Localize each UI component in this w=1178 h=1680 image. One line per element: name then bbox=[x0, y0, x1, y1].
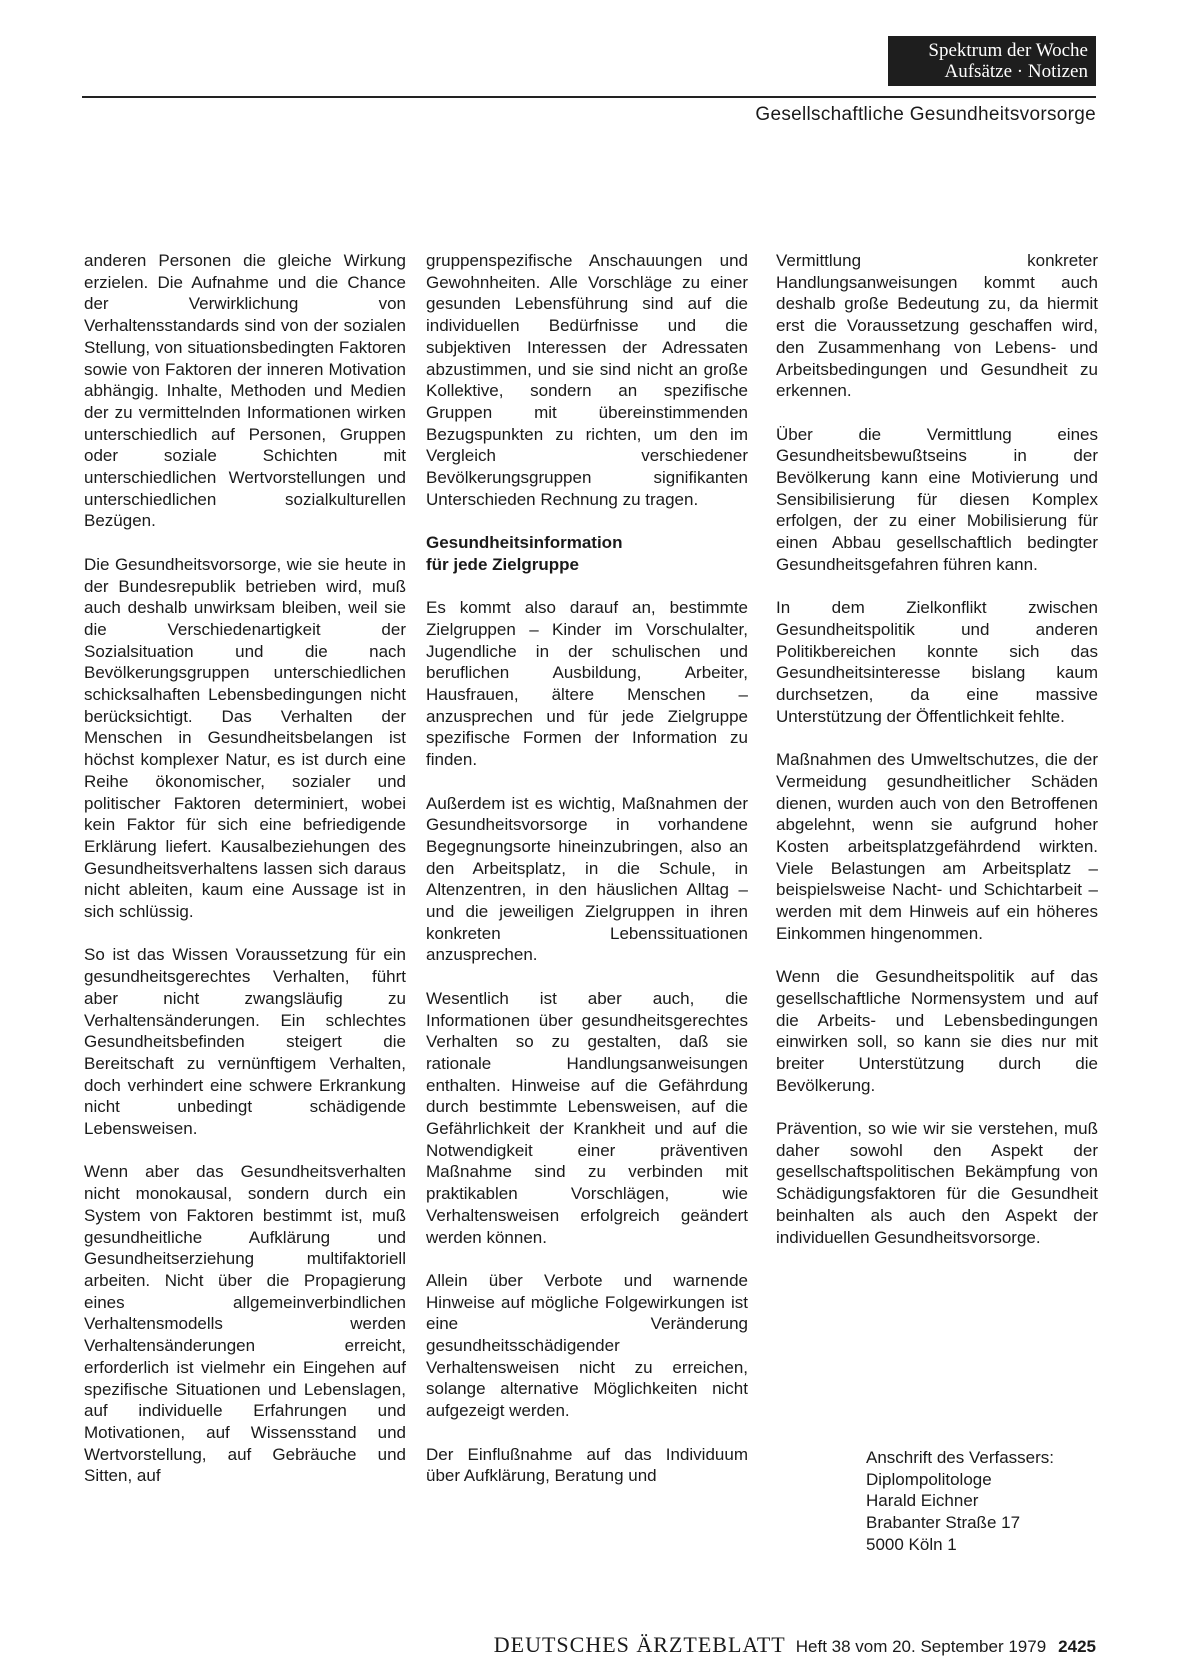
address-title: Diplompolitologe bbox=[866, 1469, 992, 1489]
section-title: Gesellschaftliche Gesundheitsvorsorge bbox=[755, 104, 1096, 125]
address-heading: Anschrift des Verfassers: bbox=[866, 1448, 1055, 1467]
paragraph: Es kommt also darauf an, bestimmte Zielgruppen – Kinder im Vorschulalter, Jugendliche in der schulischen und beruflichen Ausbildung, Arbeiter, Hausfrauen, ältere Menschen – anzusprechen und für jede Zielgruppe spezifische Formen der Information zu finden. bbox=[426, 598, 748, 770]
badge-line-1: Spektrum der Woche bbox=[928, 40, 1088, 61]
address-street: Brabanter Straße 17 bbox=[866, 1513, 1021, 1533]
text-column-1 bbox=[84, 250, 406, 1509]
paragraph: Außerdem ist es wichtig, Maßnahmen der Gesundheitsvorsorge in vorhandene Begegnungsorte hineinzubringen, also an den Arbeitsplatz, in die Schule, in Altenzentren, in den häuslichen Alltag – und die jeweiligen Zielgruppen in ihren konkreten Lebenssituationen anzusprechen. bbox=[426, 793, 748, 965]
paragraph: In dem Zielkonflikt zwischen Gesundheitspolitik und anderen Politikbereichen konnte sich das Gesundheitsinteresse bislang kaum durchsetzen, da eine massive Unterstützung der Öffentlichkeit fehlte. bbox=[776, 598, 1098, 726]
paragraph: Wenn die Gesundheitspolitik auf das gesellschaftliche Normensystem und auf die Arbeits- und Lebensbedingungen einwirken soll, so kann sie dies nur mit breiter Unterstützung durch die Bevölkerung. bbox=[776, 967, 1098, 1095]
paragraph: gruppenspezifische Anschauungen und Gewohnheiten. Alle Vorschläge zu einer gesunden Lebensführung sind auf die individuellen Bedürfnisse und die subjektiven Interessen der Adressaten abzustimmen, und sie sind nicht an große Kollektive, sondern an spezifische Gruppen mit übereinstimmenden Bezugspunkten zu richten, um den im Vergleich verschiedener Bevölkerungsgruppen signifikanten Unterschieden Rechnung zu tragen. bbox=[426, 251, 748, 509]
page-number: 2425 bbox=[1058, 1637, 1096, 1656]
subheading bbox=[426, 532, 748, 575]
author-address bbox=[866, 1447, 1054, 1556]
paragraph: Prävention, so wie wir sie verstehen, muß daher sowohl den Aspekt der gesellschaftspolitischen Bekämpfung von Schädigungsfaktoren für die Gesundheit beinhalten als auch den Aspekt der individuellen Gesundheitsvorsorge. bbox=[776, 1119, 1098, 1247]
subheading-line-1: Gesundheitsinformation bbox=[426, 533, 623, 553]
address-name: Harald Eichner bbox=[866, 1491, 979, 1511]
paragraph: Vermittlung konkreter Handlungsanweisungen kommt auch deshalb große Bedeutung zu, da hiermit erst die Voraussetzung geschaffen wird, den Zusammenhang von Lebens- und Arbeitsbedingungen und Gesundheit zu erkennen. bbox=[776, 251, 1098, 401]
page-footer bbox=[360, 1632, 1096, 1658]
address-city: 5000 Köln 1 bbox=[866, 1534, 957, 1554]
subheading-line-2: für jede Zielgruppe bbox=[426, 554, 580, 574]
text-column-2 bbox=[426, 250, 748, 1509]
paragraph: Maßnahmen des Umweltschutzes, die der Vermeidung gesundheitlicher Schäden dienen, wurden auch von den Betroffenen abgelehnt, wenn sie aufgrund hoher Kosten arbeitsplatzgefährdend wirkten. Viele Belastungen am Arbeitsplatz – beispielsweise Nacht- und Schichtarbeit – werden mit dem Hinweis auf ein höheres Einkommen hingenommen. bbox=[776, 750, 1098, 943]
badge-line-2: Aufsätze · Notizen bbox=[944, 61, 1088, 82]
issue-info: Heft 38 vom 20. September 1979 bbox=[795, 1637, 1047, 1656]
paragraph: anderen Personen die gleiche Wirkung erzielen. Die Aufnahme und die Chance der Verwirklichung von Verhaltensstandards sind von der sozialen Stellung, von situationsbedingten Faktoren sowie von Faktoren der inneren Motivation abhängig. Inhalte, Methoden und Medien der zu vermittelnden Informationen wirken unterschiedlich auf Personen, Gruppen oder soziale Schichten mit unterschiedlichen Wertvorstellungen und unterschiedlichen sozialkulturellen Bezügen. bbox=[84, 251, 406, 531]
header-rule bbox=[82, 96, 1096, 98]
paragraph: Wenn aber das Gesundheitsverhalten nicht monokausal, sondern durch ein System von Faktoren bestimmt ist, muß gesundheitliche Aufklärung und Gesundheitserziehung multifaktoriell arbeiten. Nicht über die Propagierung eines allgemeinverbindlichen Verhaltensmodells werden Verhaltensänderungen erreicht, erforderlich ist vielmehr ein Eingehen auf spezifische Situationen und Lebenslagen, auf individuelle Erfahrungen und Motivationen, auf Wissensstand und Wertvorstellung, auf Gebräuche und Sitten, auf bbox=[84, 1162, 406, 1486]
journal-name: DEUTSCHES ÄRZTEBLATT bbox=[493, 1632, 786, 1657]
paragraph: Die Gesundheitsvorsorge, wie sie heute in der Bundesrepublik betrieben wird, muß auch deshalb unwirksam bleiben, weil sie die Verschiedenartigkeit der Sozialsituation und die nach Bevölkerungsgruppen unterschiedlichen schicksalhaften Lebensbedingungen nicht berücksichtigt. Das Verhalten der Menschen in Gesundheitsbelangen ist höchst komplexer Natur, es ist durch eine Reihe ökonomischer, sozialer und politischer Faktoren determiniert, wobei kein Faktor für sich eine befriedigende Erklärung liefert. Kausalbeziehungen des Gesundheitsverhaltens lassen sich daraus nicht ableiten, kaum eine Aussage ist in sich schlüssig. bbox=[84, 554, 406, 922]
paragraph: Der Einflußnahme auf das Individuum über Aufklärung, Beratung und bbox=[426, 1444, 748, 1486]
paragraph: So ist das Wissen Voraussetzung für ein gesundheitsgerechtes Verhalten, führt aber nicht zwangsläufig zu Verhaltensänderungen. Ein schlechtes Gesundheitsbefinden steigert die Bereitschaft zu vernünftigem Verhalten, doch verhindert eine schwere Erkrankung nicht unbedingt schädigende Lebensweisen. bbox=[84, 945, 406, 1139]
section-badge bbox=[888, 36, 1096, 86]
text-column-3 bbox=[776, 250, 1098, 1270]
paragraph: Wesentlich ist aber auch, die Informationen über gesundheitsgerechtes Verhalten so zu gestalten, daß sie rationale Handlungsanweisungen enthalten. Hinweise auf die Gefährdung durch bestimmte Lebensweisen, auf die Gefährlichkeit der Krankheit und auf die Notwendigkeit einer präventiven Maßnahme sind zu verbinden mit praktikablen Vorschlägen, wie Verhaltensweisen erfolgreich geändert werden können. bbox=[426, 988, 748, 1247]
paragraph: Über die Vermittlung eines Gesundheitsbewußtseins in der Bevölkerung kann eine Motivierung und Sensibilisierung für diesen Komplex erfolgen, der zu einer Mobilisierung für einen Abbau gesellschaftlich bedingter Gesundheitsgefahren führen kann. bbox=[776, 424, 1098, 574]
paragraph: Allein über Verbote und warnende Hinweise auf mögliche Folgewirkungen ist eine Veränderung gesundheitsschädigender Verhaltensweisen nicht zu erreichen, solange alternative Möglichkeiten nicht aufgezeigt werden. bbox=[426, 1270, 748, 1421]
